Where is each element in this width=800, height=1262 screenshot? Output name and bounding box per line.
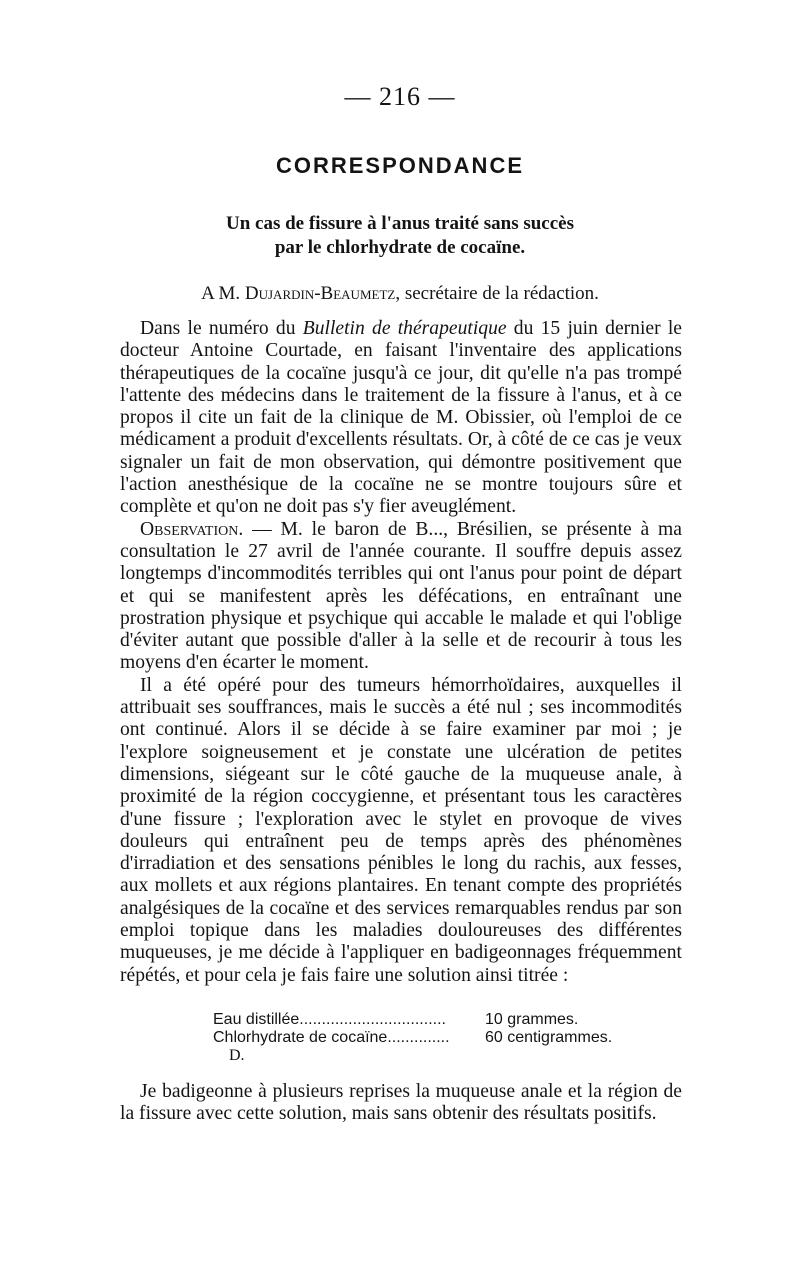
article-title-line-1: Un cas de fissure à l'anus traité sans succès [226,213,574,234]
paragraph-examination: Il a été opéré pour des tumeurs hémorrhoïdaires, auxquelles il attribuait ses souffrances, mais le succès a été nul ; ses incommodités ont continué. Alors il se décide à se faire examiner par moi ; je l'explore soigneusement et je constate une ulcération de petites dimensions, siégeant sur le côté gauche de la muqueuse anale, à proximité de la région coccygienne, et présentant tous les caractères d'une fissure ; l'exploration avec le stylet en provoque de vives douleurs qui entraînent peu de temps après des phénomènes d'irradiation et des sensations pénibles le long du rachis, aux fesses, aux mollets et aux régions plantaires. En tenant compte des propriétés analgésiques de la cocaïne et des services remarquables rendus par son emploi topique dans les maladies douloureuses des différentes muqueuses, je me décide à l'appliquer en badigeonnages fréquemment répétés, et pour cela je fais faire une solution ainsi titrée : [120,674,682,986]
journal-title: Bulletin de thérapeutique [302,318,507,339]
formula-row [213,1011,643,1029]
address-prefix: A M. [201,283,241,304]
prescription-formula [213,1011,643,1065]
formula-row [213,1029,643,1047]
formula-ingredient: Chlorhydrate de cocaïne.............. [213,1029,450,1046]
paragraph-observation [120,519,682,675]
formula-signature: D. [229,1047,245,1064]
article-title-line-2: par le chlorhydrate de cocaïne. [274,237,526,258]
formula-ingredient: Eau distillée................................. [213,1011,446,1028]
article-title [120,212,680,260]
paragraph-result: Je badigeonne à plusieurs reprises la muqueuse anale et la région de la fissure avec cette solution, mais sans obtenir des résultats positifs. [120,1081,682,1125]
letter-body [120,318,682,987]
address-role: secrétaire de la rédaction. [404,283,599,304]
observation-text: — M. le baron de B..., Brésilien, se présente à ma consultation le 27 avril de l'année courante. Il souffre depuis assez longtemps d'incommodités terribles qui ont l'anus pour point de départ et qui se manifestent après les défécations, en entraînant une prostration physique et psychique qui accable le malade et qui l'oblige d'éviter autant que possible d'aller à la selle et de recourir à tous les moyens d'en écarter le moment. [120,518,682,674]
paragraph-intro-rest: du 15 juin dernier le docteur Antoine Courtade, en faisant l'inventaire des applications thérapeutiques de la cocaïne jusqu'à ce jour, dit qu'elle n'a pas trompé l'attente des médecins dans le traitement de la fissure à l'anus, et à ce propos il cite un fait de la clinique de M. Obissier, où l'emploi de ce médicament a produit d'excellents résultats. Or, à côté de ce cas je veux signaler un fait de mon observation, qui démontre positivement que l'action anesthésique de la cocaïne ne se montre toujours sûre et complète et qu'on ne doit pas s'y fier aveuglément. [120,318,682,518]
page-number: — 216 — [344,82,456,111]
formula-quantity: 60 centigrammes. [485,1029,613,1046]
observation-label: Observation. [140,518,244,540]
letter-closing [120,1081,682,1126]
section-heading: CORRESPONDANCE [275,153,525,178]
paragraph-intro [120,318,682,519]
formula-quantity: 10 grammes. [485,1011,579,1028]
letter-address [120,283,680,305]
address-name: Dujardin-Beaumetz, [244,283,401,304]
paragraph-intro-start: Dans le numéro du [140,318,303,339]
